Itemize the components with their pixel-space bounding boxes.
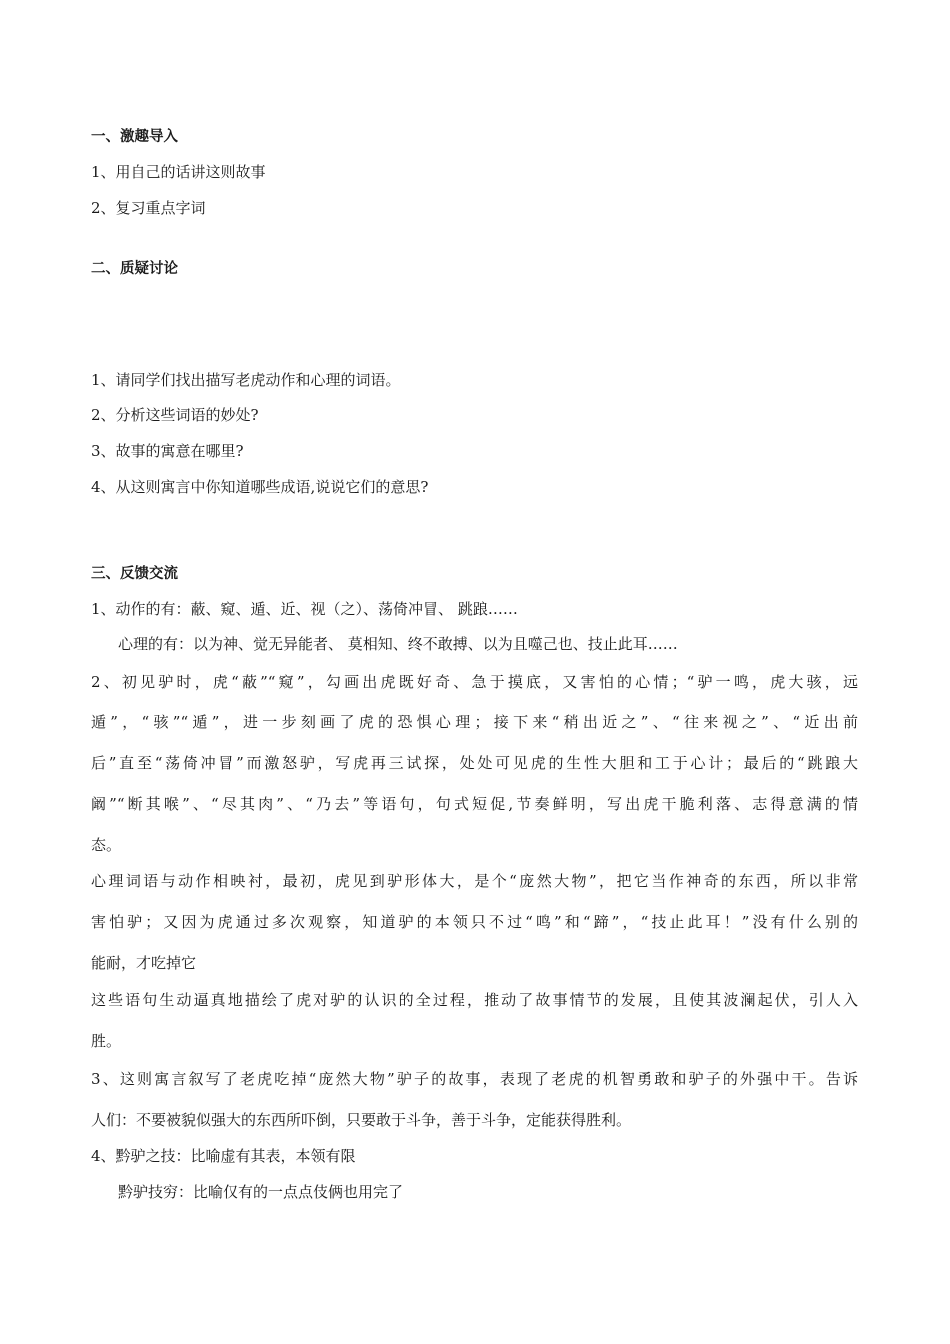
answer-4-line-2: 黔驴技穷：比喻仅有的一点点伎俩也用完了 — [118, 1183, 404, 1201]
section-heading-3: 三、反馈交流 — [91, 566, 178, 582]
paragraph-line: 心理词语与动作相映衬，最初，虎见到驴形体大，是个“庞然大物”，把它当作神奇的东西，所以非常 — [91, 872, 858, 890]
answer-2-line: 遁”，“骇”“遁”，进一步刻画了虎的恐惧心理；接下来“稍出近之”、“往来视之”、“近出前 — [91, 713, 858, 731]
list-item: 2、复习重点字词 — [91, 199, 206, 217]
list-item: 2、分析这些词语的妙处? — [91, 406, 259, 424]
list-item: 1、请同学们找出描写老虎动作和心理的词语。 — [91, 371, 401, 389]
answer-2-line: 态。 — [91, 836, 122, 854]
paragraph-line: 这些语句生动逼真地描绘了虎对驴的认识的全过程，推动了故事情节的发展，且使其波澜起伏，引人入 — [91, 991, 858, 1009]
section-heading-2: 二、质疑讨论 — [91, 261, 178, 277]
answer-1-line-1: 1、动作的有：蔽、窥、遁、近、视（之）、荡倚冲冒、 跳踉…… — [91, 600, 518, 618]
paragraph-line: 害怕驴；又因为虎通过多次观察，知道驴的本领只不过“鸣”和“蹄”，“技止此耳！”没有什么别的 — [91, 913, 858, 931]
answer-2-line: 阚”“断其喉”、“尽其肉”、“乃去”等语句，句式短促,节奏鲜明，写出虎干脆利落、志得意满的情 — [91, 795, 858, 813]
list-item: 3、故事的寓意在哪里? — [91, 442, 244, 460]
answer-2-line: 2、初见驴时，虎“蔽”“窥”，勾画出虎既好奇、急于摸底，又害怕的心情；“驴一鸣，虎大骇，远 — [91, 673, 858, 691]
answer-2-line: 后”直至“荡倚冲冒”而激怒驴，写虎再三试探，处处可见虎的生性大胆和工于心计；最后的“跳踉大 — [91, 754, 858, 772]
answer-3-line: 人们：不要被貌似强大的东西所吓倒，只要敢于斗争，善于斗争，定能获得胜利。 — [91, 1111, 632, 1129]
answer-1-line-2: 心理的有：以为神、觉无异能者、 莫相知、终不敢搏、以为且噬己也、技止此耳…… — [118, 635, 678, 653]
list-item: 4、从这则寓言中你知道哪些成语,说说它们的意思? — [91, 478, 429, 496]
paragraph-line: 胜。 — [91, 1032, 122, 1050]
answer-3-line: 3、这则寓言叙写了老虎吃掉“庞然大物”驴子的故事，表现了老虎的机智勇敢和驴子的外强中干。告诉 — [91, 1070, 858, 1088]
section-heading-1: 一、激趣导入 — [91, 129, 178, 145]
list-item: 1、用自己的话讲这则故事 — [91, 163, 266, 181]
answer-4-line-1: 4、黔驴之技：比喻虚有其表，本领有限 — [91, 1147, 356, 1165]
paragraph-line: 能耐，才吃掉它 — [91, 954, 197, 972]
